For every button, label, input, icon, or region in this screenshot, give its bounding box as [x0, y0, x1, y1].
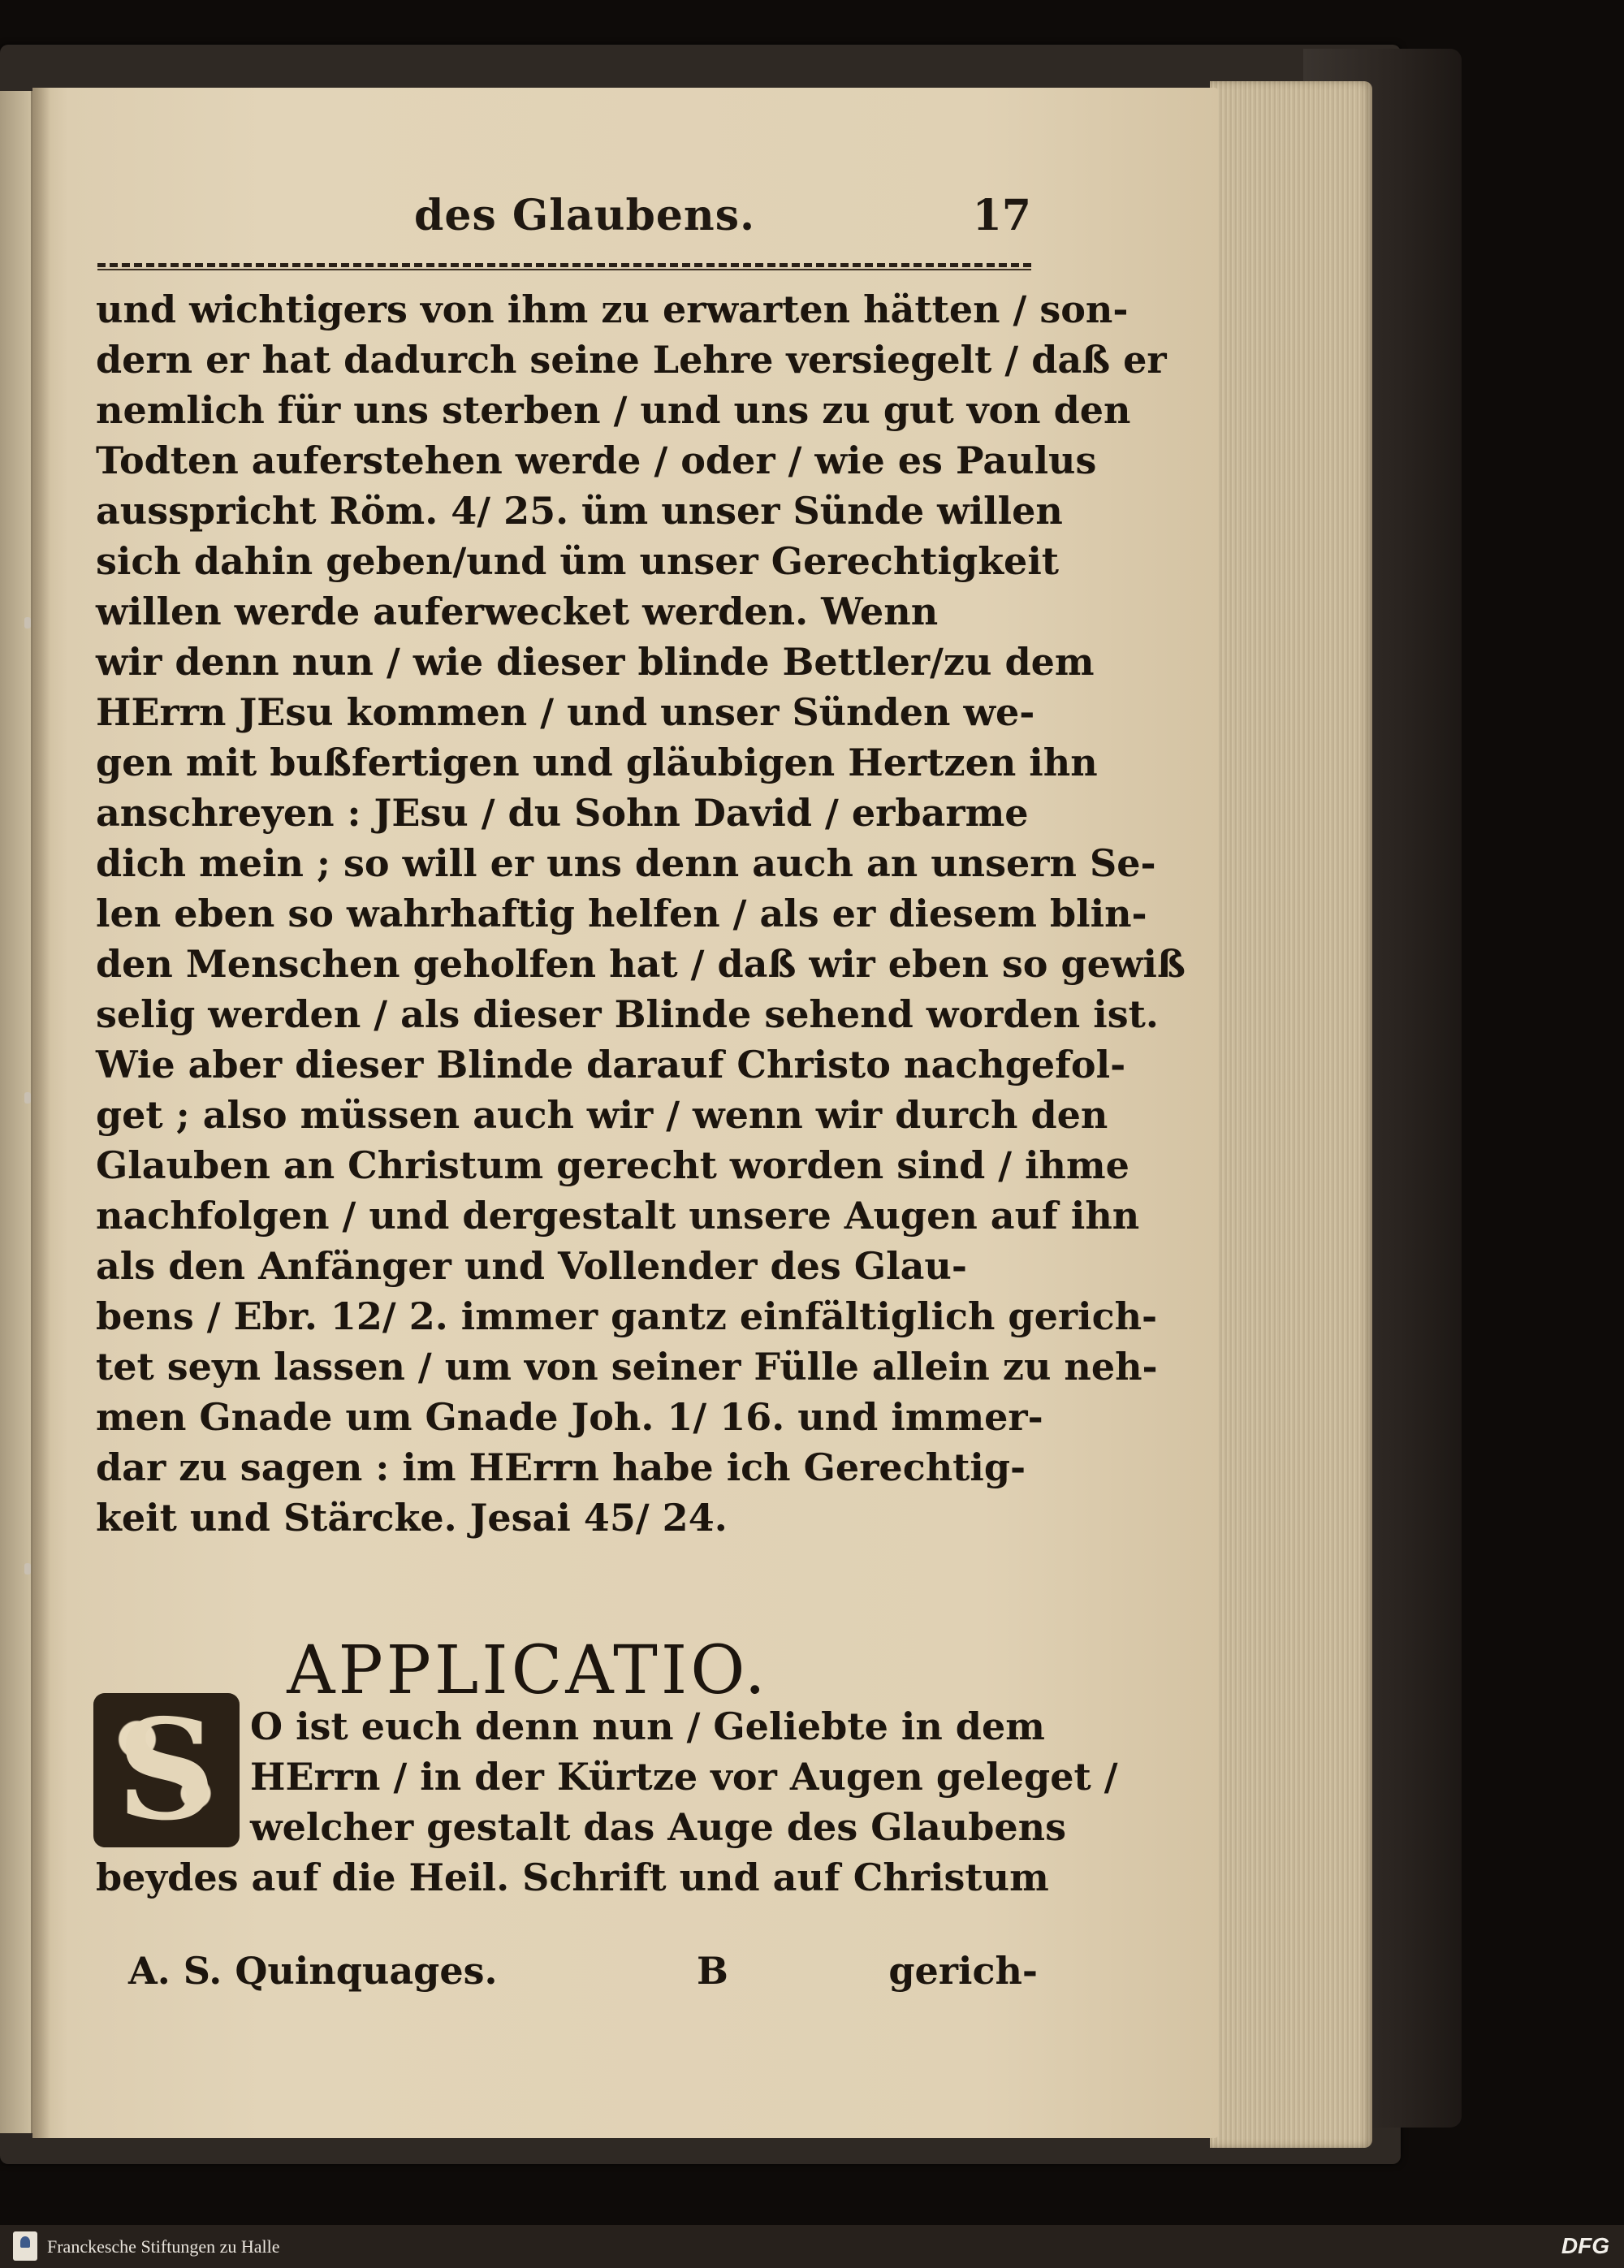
- text-line: nachfolgen / und dergestalt unsere Augen auf ihn: [96, 1194, 1140, 1238]
- text-line: O ist euch denn nun / Geliebte in dem: [250, 1704, 1045, 1748]
- text-line: HErrn / in der Kürtze vor Augen geleget /: [250, 1755, 1118, 1799]
- page-block-edges: [1210, 81, 1372, 2148]
- section-heading: APPLICATIO.: [287, 1632, 769, 1709]
- text-line: den Menschen geholfen hat / daß wir eben so gewiß: [96, 942, 1186, 986]
- text-line: Todten auferstehen werde / oder / wie es Paulus: [96, 438, 1097, 482]
- text-line: anschreyen : JEsu / du Sohn David / erbarme: [96, 791, 1029, 835]
- page-gutter: [32, 88, 50, 2138]
- text-line: dar zu sagen : im HErrn habe ich Gerechtig-: [96, 1445, 1026, 1489]
- text-line: beydes auf die Heil. Schrift und auf Christum: [96, 1855, 1049, 1899]
- running-head: [97, 191, 1031, 256]
- institution-name: Franckesche Stiftungen zu Halle: [47, 2236, 280, 2257]
- binding-thread: [24, 1563, 31, 1575]
- text-line: Glauben an Christum gerecht worden sind / ihme: [96, 1143, 1129, 1187]
- text-line: sich dahin geben/und üm unser Gerechtigkeit: [96, 539, 1060, 583]
- text-line: wir denn nun / wie dieser blinde Bettler/zu dem: [96, 640, 1095, 684]
- initial-letter: S: [116, 1689, 217, 1851]
- text-line: selig werden / als dieser Blinde sehend worden ist.: [96, 992, 1159, 1036]
- text-line: und wichtigers von ihm zu erwarten hätten / son-: [96, 287, 1129, 331]
- text-line: men Gnade um Gnade Joh. 1/ 16. und immer-: [96, 1395, 1043, 1439]
- text-line: bens / Ebr. 12/ 2. immer gantz einfältiglich gerich-: [96, 1294, 1158, 1338]
- text-line: dern er hat dadurch seine Lehre versiegelt / daß er: [96, 338, 1167, 382]
- catchword: gerich-: [888, 1949, 1038, 1993]
- text-line: welcher gestalt das Auge des Glaubens: [250, 1805, 1067, 1849]
- text-line: HErrn JEsu kommen / und unser Sünden we-: [96, 690, 1035, 734]
- text-line: als den Anfänger und Vollender des Glau-: [96, 1244, 967, 1288]
- text-line: len eben so wahrhaftig helfen / als er diesem blin-: [96, 892, 1147, 935]
- text-line: get ; also müssen auch wir / wenn wir durch den: [96, 1093, 1108, 1137]
- gathering-letter: B: [697, 1949, 728, 1993]
- text-line: willen werde auferwecket werden. Wenn: [96, 590, 939, 633]
- viewer-footer: [0, 2225, 1624, 2268]
- text-line: ausspricht Röm. 4/ 25. üm unser Sünde willen: [96, 489, 1063, 533]
- text-line: nemlich für uns sterben / und uns zu gut von den: [96, 388, 1131, 432]
- text-line: keit und Stärcke. Jesai 45/ 24.: [96, 1496, 728, 1540]
- page-number: 17: [972, 191, 1031, 240]
- binding-thread: [24, 1092, 31, 1104]
- text-line: dich mein ; so will er uns denn auch an unsern Se-: [96, 841, 1156, 885]
- facing-page-edge: [0, 91, 32, 2133]
- head-rule-line: [97, 269, 1031, 270]
- running-head-title: des Glaubens.: [414, 191, 756, 240]
- head-rule: [97, 263, 1031, 267]
- body-text: [96, 284, 1186, 1543]
- text-line: Wie aber dieser Blinde darauf Christo nachgefol-: [96, 1043, 1126, 1086]
- catchline: [96, 1949, 1038, 2006]
- signature-mark: A. S. Quinquages.: [128, 1949, 498, 1993]
- dfg-logo: DFG: [1561, 2233, 1609, 2258]
- institution-logo-icon: [13, 2231, 37, 2261]
- text-line: tet seyn lassen / um von seiner Fülle allein zu neh-: [96, 1345, 1158, 1389]
- text-line: gen mit bußfertigen und gläubigen Hertzen ihn: [96, 741, 1098, 784]
- ornamental-initial: [93, 1689, 240, 1851]
- binding-thread: [24, 617, 31, 629]
